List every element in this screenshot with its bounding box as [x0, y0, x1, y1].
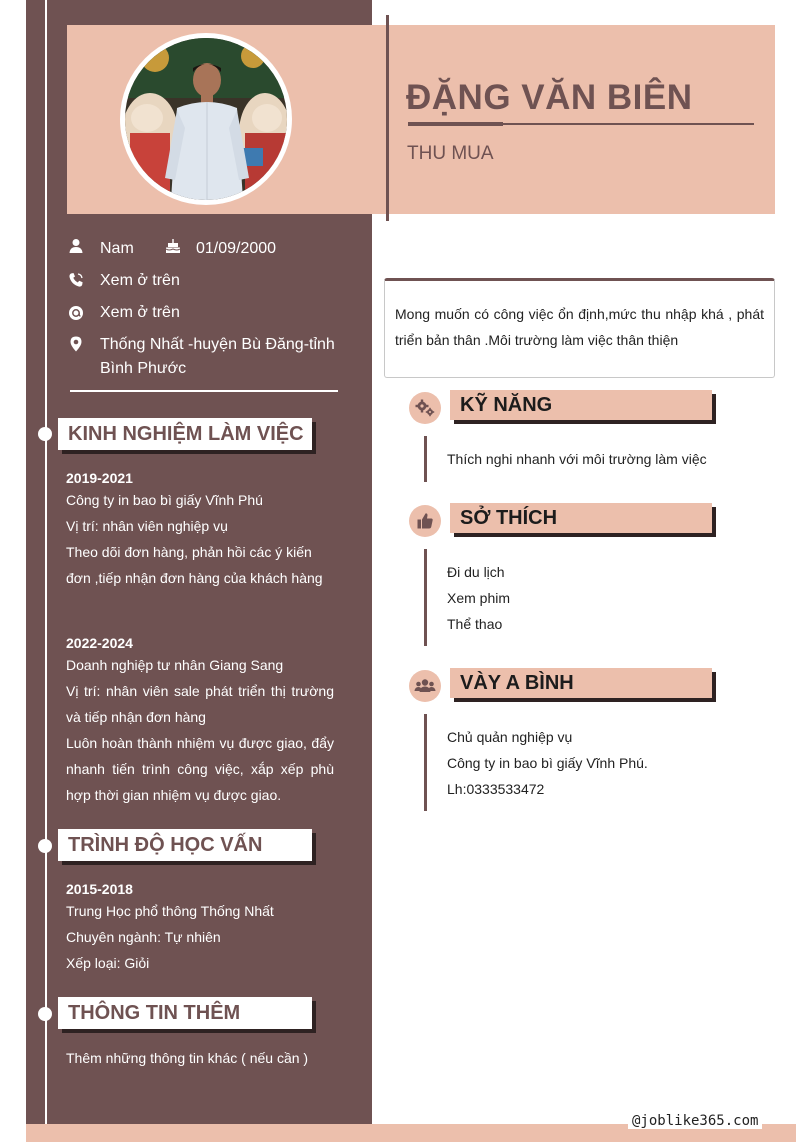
map-pin-icon — [68, 336, 84, 352]
hobbies-section-title: SỞ THÍCH — [450, 503, 712, 533]
candidate-name: ĐẶNG VĂN BIÊN — [406, 78, 693, 117]
skill-item: Thích nghi nhanh với môi trường làm việc — [447, 451, 707, 467]
timeline-dot-additional — [38, 1007, 52, 1021]
references-section-title: VÀY A BÌNH — [450, 668, 712, 698]
education-major: Chuyên ngành: Tự nhiên — [66, 929, 221, 945]
thumbs-up-icon — [409, 505, 441, 537]
timeline-line — [45, 0, 47, 1142]
email-value: Xem ở trên — [100, 304, 180, 321]
experience-position-1: Vị trí: nhân viên nghiệp vụ — [66, 518, 228, 534]
hobby-item-2: Xem phim — [447, 590, 511, 606]
at-icon — [68, 305, 84, 321]
hobby-item-1: Đi du lịch — [447, 564, 505, 580]
timeline-dot-education — [38, 839, 52, 853]
sidebar-divider — [70, 390, 338, 392]
experience-period-1: 2019-2021 — [66, 470, 133, 486]
experience-description-2: Luôn hoàn thành nhiệm vụ được giao, đẩy nhanh tiến trình công việc, xắp xếp phù hợp thời gian nhiệm vụ được giao. — [66, 735, 334, 803]
reference-item-2: Công ty in bao bì giấy Vĩnh Phú. — [447, 755, 648, 771]
experience-description-1: Theo dõi đơn hàng, phản hồi các ý kiến đơn ,tiếp nhận đơn hàng của khách hàng — [66, 544, 323, 586]
experience-position-2: Vị trí: nhân viên sale phát triển thị trường và tiếp nhận đơn hàng — [66, 683, 334, 725]
phone-icon — [68, 272, 84, 288]
experience-section-title: KINH NGHIỆM LÀM VIỆC — [58, 418, 312, 450]
avatar-photo — [125, 38, 287, 200]
watermark: @joblike365.com — [628, 1113, 762, 1129]
gears-icon — [409, 392, 441, 424]
address-value: Thống Nhất -huyện Bù Đăng-tỉnh Bình Phước — [100, 336, 335, 377]
education-period: 2015-2018 — [66, 881, 133, 897]
education-school: Trung Học phổ thông Thống Nhất — [66, 903, 274, 919]
education-section-title: TRÌNH ĐỘ HỌC VẤN — [58, 829, 312, 861]
reference-item-3: Lh:0333533472 — [447, 781, 545, 797]
gender-value: Nam — [100, 240, 134, 257]
additional-section-title: THÔNG TIN THÊM — [58, 997, 312, 1029]
job-title: THU MUA — [407, 143, 494, 164]
experience-period-2: 2022-2024 — [66, 635, 133, 651]
reference-item-1: Chủ quản nghiệp vụ — [447, 729, 573, 745]
avatar[interactable] — [120, 33, 292, 205]
birthday-value: 01/09/2000 — [196, 240, 277, 257]
career-objective: Mong muốn có công việc ổn định,mức thu nhập khá , phát triển bản thân .Môi trường làm việc thân thiện — [384, 278, 775, 378]
skills-section-title: KỸ NĂNG — [450, 390, 712, 420]
experience-company-2: Doanh nghiệp tư nhân Giang Sang — [66, 657, 284, 673]
timeline-dot-experience — [38, 427, 52, 441]
group-icon — [409, 670, 441, 702]
phone-value: Xem ở trên — [100, 272, 180, 289]
skills-line — [424, 436, 427, 482]
hobbies-line — [424, 549, 427, 646]
name-underline-accent — [408, 122, 503, 126]
experience-company-1: Công ty in bao bì giấy Vĩnh Phú — [66, 492, 263, 508]
additional-text: Thêm những thông tin khác ( nếu cần ) — [66, 1050, 309, 1066]
education-grade: Xếp loại: Giỏi — [66, 955, 150, 971]
cake-icon — [165, 238, 181, 254]
header-divider — [386, 15, 389, 221]
user-icon — [68, 238, 84, 254]
hobby-item-3: Thể thao — [447, 616, 503, 632]
references-line — [424, 714, 427, 811]
